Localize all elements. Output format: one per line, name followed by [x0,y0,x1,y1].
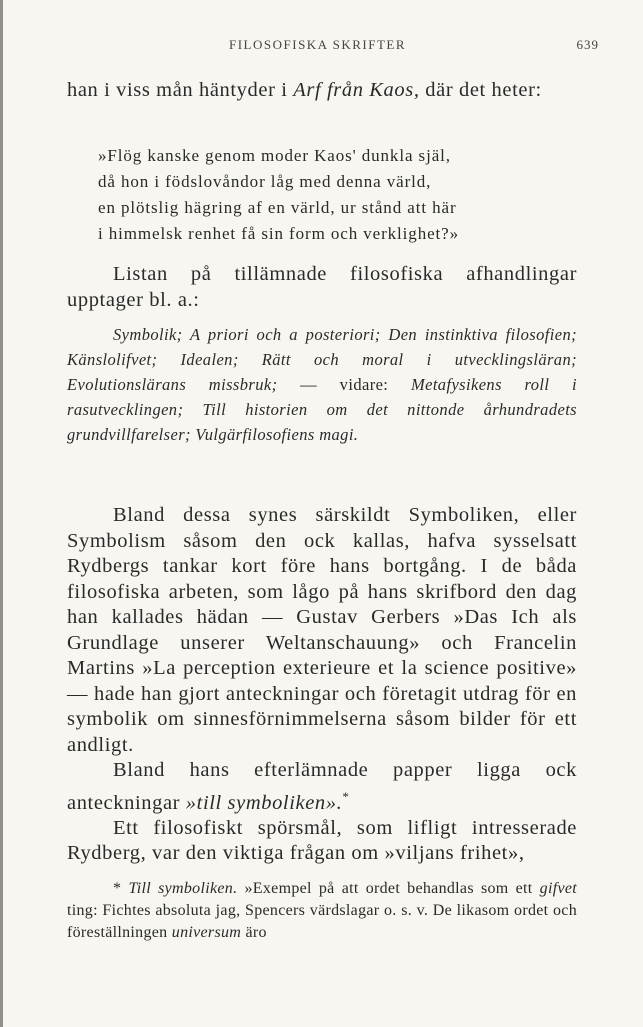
poem-line: då hon i födslovåndor låg med denna värld, [98,172,432,191]
titles-list [67,322,577,447]
titles-first: Symbolik; A priori och a posteriori; Den instinktiva filosofien; Känslolifvet; Idealen; Rätt och moral i utvecklingsläran; Evolutionslärans missbruk; [67,325,577,394]
paragraph-papers [67,758,577,816]
footnote-italic-word: gifvet [539,880,577,897]
main-text [67,503,577,867]
paragraph-freedom: Ett filosofiskt spörsmål, som lifligt intresserade Rydberg, var den viktiga frågan om »viljans frihet», [67,816,577,865]
poem-quote [98,143,543,247]
paragraph-papers-text: Bland hans efterlämnade papper ligga ock anteckningar [67,759,577,814]
footnote-text: äro [241,924,267,941]
page-number: 639 [576,37,599,52]
footnote [67,878,577,944]
page-edge [0,0,3,1027]
poem-line: i himmelsk renhet få sin form och verklighet?» [98,224,460,243]
titles-second: Metafysikens roll i rasutvecklingen; Till historien om det nittonde århundradets grundvillfarelser; Vulgärfilosofiens magi. [67,375,577,444]
footnote-marker: * [342,788,350,804]
intro-text-after: där det heter: [419,79,542,101]
footnote-italic-word: universum [171,924,242,941]
intro-text-before: han i viss mån häntyder i [67,79,294,101]
poem-line: en plötslig hägring af en värld, ur stånd att här [98,198,457,217]
poem-line: »Flög kanske genom moder Kaos' dunkla själ, [98,146,451,165]
header-title: FILOSOFISKA SKRIFTER [229,37,407,52]
list-intro-paragraph [67,262,577,313]
paragraph-symbolik: Bland dessa synes särskildt Symboliken, eller Symbolism såsom den ock kallas, hafva sysselsatt Rydbergs tankar kort före hans bortgång. I de båda filosofiska arbeten, som lågo på hans skrifbord den dag han kallades hädan — Gustav Gerbers »Das Ich als Grundlage unserer Weltanschauung» och Francelin Martins »La perception exterieure et la science positive» — hade han gjort anteckningar och företagit utdrag för en symbolik om sinnesförnimmelserna såsom bilder för ett andligt. [67,504,577,756]
footnote-marker: * [113,880,122,897]
intro-paragraph [67,78,577,104]
intro-work-title: Arf från Kaos, [293,79,420,101]
paragraph-papers-title: »till symboliken». [185,791,343,814]
titles-dash: — vidare: [277,375,411,394]
footnote-text: ting: Fichtes absoluta jag, Spencers värdslagar o. s. v. De likasom ordet och föreställningen [67,902,577,941]
list-intro: Listan på tillämnade filosofiska afhandlingar upptager bl. a.: [67,263,577,311]
footnote-title: Till symboliken. [128,880,238,897]
running-header [229,37,599,57]
footnote-text: »Exempel på att ordet behandlas som ett [237,880,540,897]
